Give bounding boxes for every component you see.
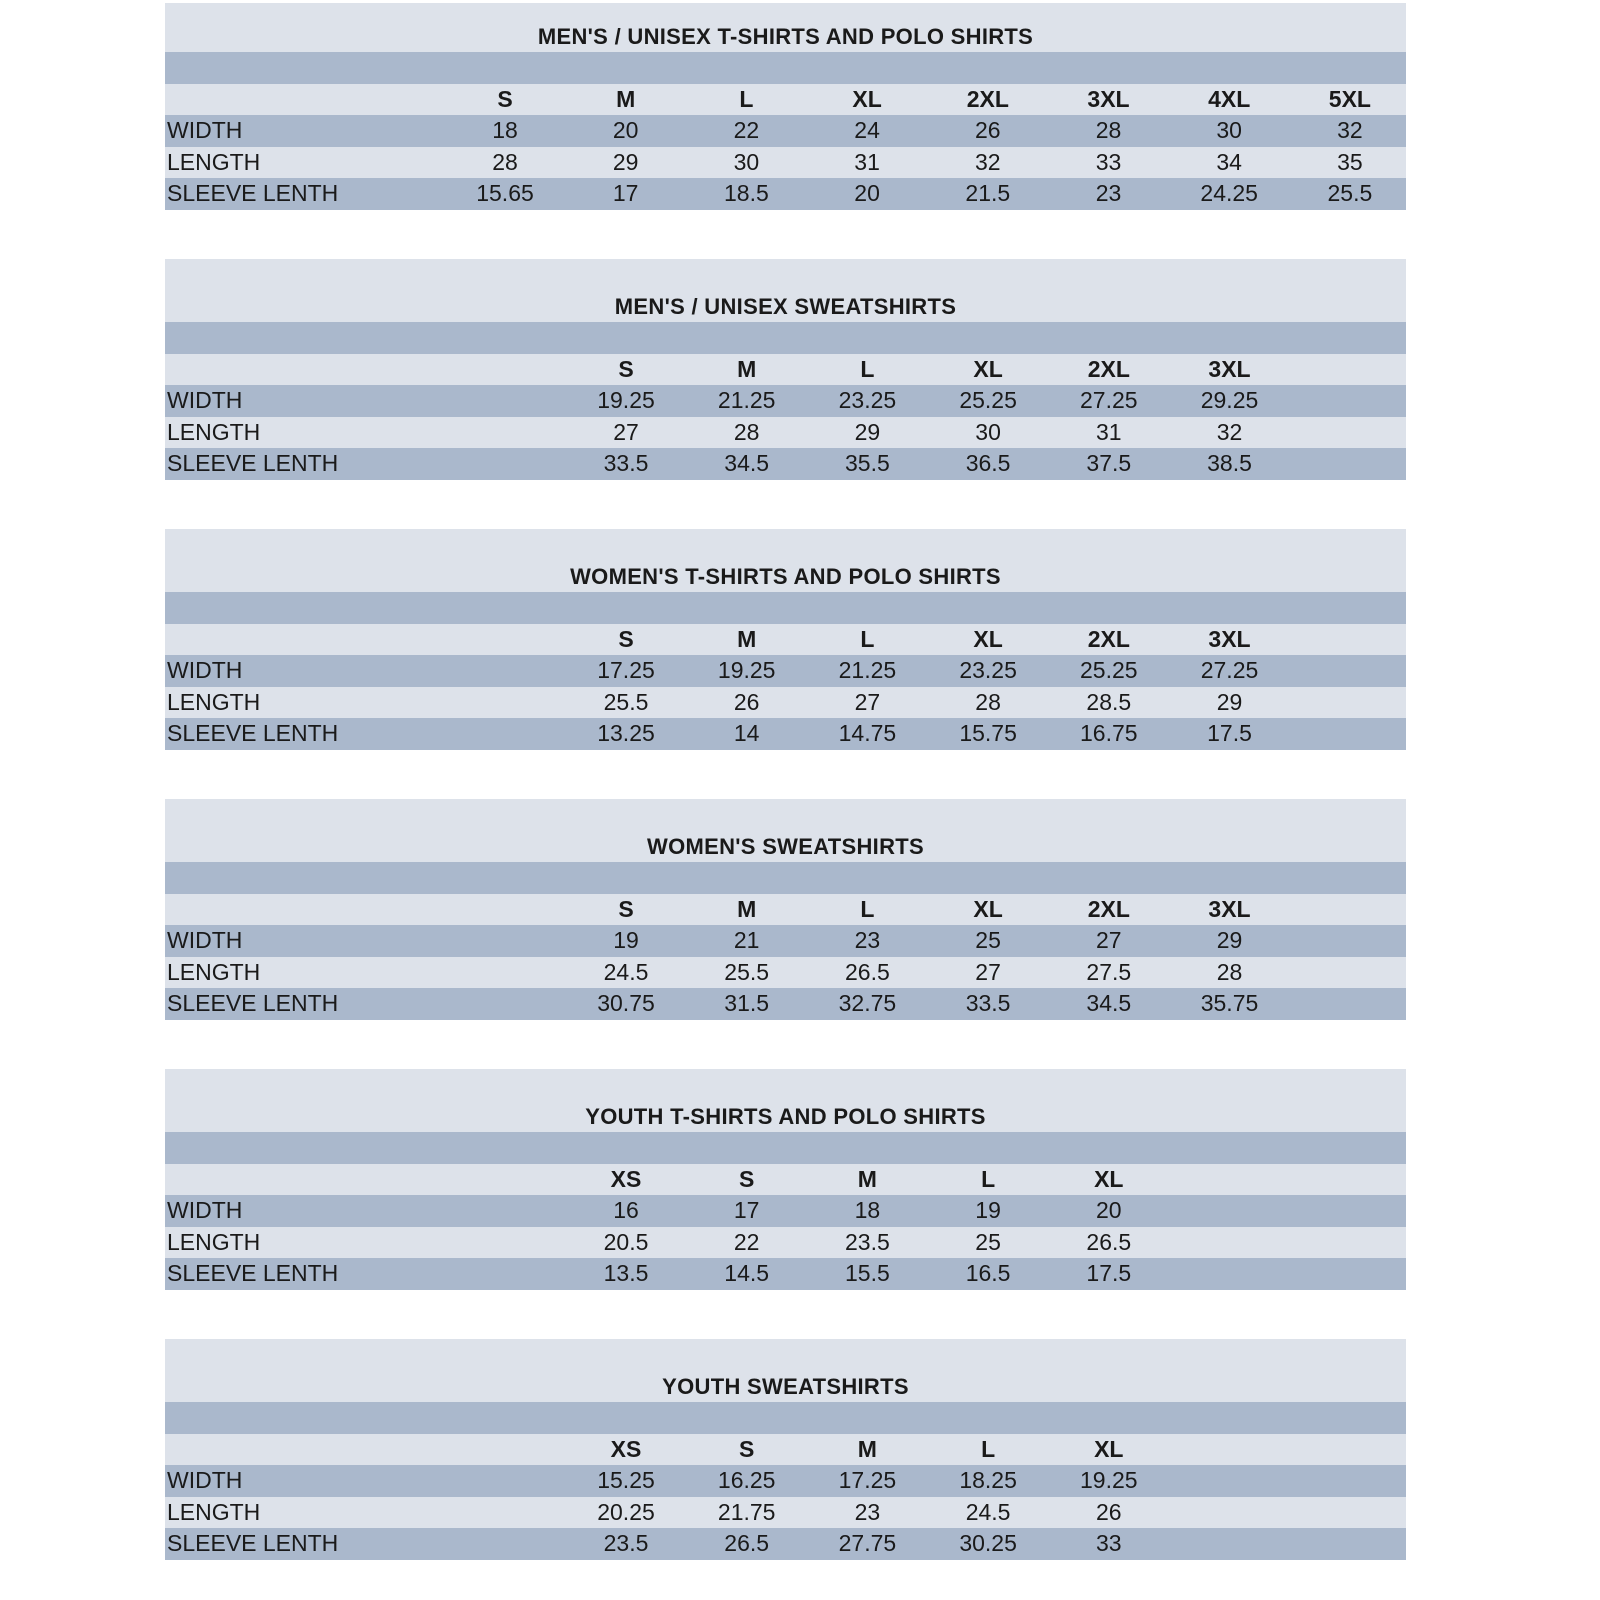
row-label: LENGTH [167, 148, 261, 175]
measurement-cell: 35 [1337, 148, 1363, 175]
measurement-cell: 25 [975, 927, 1001, 954]
spacer-band [165, 1132, 1406, 1164]
measurement-cell: 13.25 [597, 720, 655, 747]
size-header-s: S [739, 1435, 755, 1462]
measurement-cell: 17 [612, 180, 639, 207]
measurement-cell: 26 [975, 117, 1001, 144]
table-row-length [165, 1227, 1406, 1259]
size-header-row [165, 624, 1406, 656]
size-header-row [165, 84, 1406, 116]
size-header-4xl: 4XL [1208, 85, 1251, 112]
row-label: SLEEVE LENTH [167, 720, 339, 747]
row-label: SLEEVE LENTH [167, 1260, 339, 1287]
size-header-l: L [860, 895, 875, 922]
title-band [165, 799, 1406, 862]
measurement-cell: 24.25 [1200, 180, 1258, 207]
measurement-cell: 30 [1216, 117, 1242, 144]
measurement-cell: 23.5 [845, 1228, 890, 1255]
measurement-cell: 29 [854, 418, 881, 445]
measurement-cell: 18.25 [959, 1467, 1017, 1494]
measurement-cell: 17 [733, 1197, 760, 1224]
measurement-cell: 25.25 [1080, 657, 1138, 684]
size-header-l: L [739, 85, 754, 112]
size-header-3xl: 3XL [1087, 85, 1130, 112]
measurement-cell: 27 [975, 958, 1001, 985]
measurement-cell: 18 [854, 1197, 881, 1224]
measurement-cell: 20 [854, 180, 880, 207]
size-header-2xl: 2XL [1087, 355, 1130, 382]
measurement-cell: 33.5 [965, 990, 1011, 1017]
measurement-cell: 16 [613, 1197, 639, 1224]
size-header-3xl: 3XL [1208, 895, 1251, 922]
measurement-cell: 27 [1096, 927, 1122, 954]
table-row-width [165, 1195, 1406, 1227]
measurement-cell: 32 [1337, 117, 1363, 144]
measurement-cell: 17.25 [597, 657, 655, 684]
measurement-cell: 27.5 [1086, 958, 1132, 985]
measurement-cell: 29.25 [1200, 387, 1259, 414]
size-header-m: M [737, 895, 757, 922]
measurement-cell: 24 [854, 117, 880, 144]
table-title: YOUTH T-SHIRTS AND POLO SHIRTS [585, 1104, 986, 1129]
size-header-s: S [497, 85, 513, 112]
measurement-cell: 30.25 [959, 1530, 1017, 1557]
measurement-cell: 27 [613, 418, 639, 445]
measurement-cell: 23.5 [603, 1530, 649, 1557]
spacer-band [165, 322, 1406, 354]
size-header-s: S [618, 355, 634, 382]
size-table-men-s-unisex-sweatshirts [165, 259, 1406, 480]
size-header-l: L [860, 625, 875, 652]
measurement-cell: 14.75 [838, 720, 897, 747]
measurement-cell: 35.75 [1200, 990, 1259, 1017]
row-label: WIDTH [167, 117, 243, 144]
measurement-cell: 31 [854, 148, 880, 175]
measurement-cell: 26 [1096, 1498, 1122, 1525]
measurement-cell: 23 [1095, 180, 1122, 207]
size-header-5xl: 5XL [1328, 85, 1371, 112]
measurement-cell: 26.5 [724, 1530, 770, 1557]
measurement-cell: 27.25 [1080, 387, 1138, 414]
title-band [165, 529, 1406, 592]
row-label: SLEEVE LENTH [167, 1530, 339, 1557]
measurement-cell: 28 [1216, 958, 1243, 985]
measurement-cell: 18.5 [724, 180, 769, 207]
size-header-m: M [737, 625, 757, 652]
measurement-cell: 19.25 [597, 387, 655, 414]
table-row-length [165, 417, 1406, 449]
table-row-sleeve-lenth [165, 718, 1406, 750]
row-label: LENGTH [167, 1498, 261, 1525]
measurement-cell: 25.25 [959, 387, 1017, 414]
size-header-m: M [616, 85, 636, 112]
table-row-sleeve-lenth [165, 988, 1406, 1020]
measurement-cell: 17.5 [1207, 720, 1252, 747]
size-header-m: M [737, 355, 757, 382]
measurement-cell: 28 [975, 688, 1001, 715]
table-row-width [165, 385, 1406, 417]
size-header-3xl: 3XL [1208, 625, 1251, 652]
size-header-l: L [860, 355, 875, 382]
measurement-cell: 19 [975, 1197, 1001, 1224]
measurement-cell: 13.5 [603, 1260, 649, 1287]
measurement-cell: 30.75 [597, 990, 655, 1017]
table-row-sleeve-lenth [165, 178, 1406, 210]
measurement-cell: 15.5 [845, 1260, 890, 1287]
measurement-cell: 25 [975, 1228, 1001, 1255]
row-label: SLEEVE LENTH [167, 450, 339, 477]
size-header-xl: XL [973, 625, 1003, 652]
measurement-cell: 14 [733, 720, 760, 747]
measurement-cell: 22 [733, 1228, 760, 1255]
measurement-cell: 20.5 [603, 1228, 649, 1255]
measurement-cell: 21.25 [838, 657, 897, 684]
size-header-xl: XL [973, 355, 1003, 382]
row-label: WIDTH [167, 1467, 243, 1494]
size-header-xl: XL [1094, 1165, 1124, 1192]
measurement-cell: 23.25 [959, 657, 1017, 684]
measurement-cell: 16.75 [1080, 720, 1138, 747]
table-row-length [165, 957, 1406, 989]
size-header-xs: XS [610, 1165, 642, 1192]
measurement-cell: 34.5 [724, 450, 770, 477]
size-header-3xl: 3XL [1208, 355, 1251, 382]
measurement-cell: 18 [492, 117, 518, 144]
measurement-cell: 16.5 [965, 1260, 1011, 1287]
measurement-cell: 31.5 [724, 990, 770, 1017]
size-table-men-s-unisex-t-shirts-and-polo-shirts [165, 3, 1406, 210]
measurement-cell: 27.25 [1200, 657, 1259, 684]
table-title: WOMEN'S T-SHIRTS AND POLO SHIRTS [570, 564, 1001, 589]
size-header-s: S [739, 1165, 755, 1192]
row-label: LENGTH [167, 688, 261, 715]
table-row-sleeve-lenth [165, 1528, 1406, 1560]
row-label: WIDTH [167, 927, 243, 954]
measurement-cell: 27.75 [838, 1530, 897, 1557]
measurement-cell: 29 [612, 148, 639, 175]
measurement-cell: 32 [1216, 418, 1243, 445]
measurement-cell: 21.5 [965, 180, 1011, 207]
row-label: SLEEVE LENTH [167, 990, 339, 1017]
size-header-l: L [981, 1165, 996, 1192]
measurement-cell: 38.5 [1207, 450, 1252, 477]
measurement-cell: 21 [733, 927, 760, 954]
spacer-band [165, 52, 1406, 84]
measurement-cell: 27 [854, 688, 881, 715]
table-title: MEN'S / UNISEX SWEATSHIRTS [614, 294, 957, 319]
table-row-length [165, 687, 1406, 719]
spacer-band [165, 1402, 1406, 1434]
table-row-width [165, 655, 1406, 687]
measurement-cell: 28 [492, 148, 518, 175]
size-header-2xl: 2XL [1087, 895, 1130, 922]
table-row-width [165, 115, 1406, 147]
table-row-width [165, 1465, 1406, 1497]
measurement-cell: 21.75 [717, 1498, 776, 1525]
size-header-row [165, 354, 1406, 386]
size-header-row [165, 894, 1406, 926]
measurement-cell: 21.25 [717, 387, 776, 414]
row-label: WIDTH [167, 1197, 243, 1224]
measurement-cell: 33 [1095, 148, 1122, 175]
measurement-cell: 25.5 [1327, 180, 1373, 207]
spacer-band [165, 862, 1406, 894]
row-label: LENGTH [167, 1228, 261, 1255]
table-title: MEN'S / UNISEX T-SHIRTS AND POLO SHIRTS [537, 24, 1034, 49]
table-row-sleeve-lenth [165, 448, 1406, 480]
title-band [165, 259, 1406, 322]
row-label: WIDTH [167, 387, 243, 414]
measurement-cell: 33 [1096, 1530, 1122, 1557]
measurement-cell: 23.25 [838, 387, 897, 414]
measurement-cell: 37.5 [1086, 450, 1132, 477]
size-header-m: M [857, 1165, 877, 1192]
spacer-band [165, 592, 1406, 624]
measurement-cell: 20 [612, 117, 639, 144]
measurement-cell: 29 [1216, 927, 1243, 954]
measurement-cell: 19.25 [1080, 1467, 1138, 1494]
measurement-cell: 34 [1216, 148, 1242, 175]
measurement-cell: 24.5 [965, 1498, 1011, 1525]
size-header-xl: XL [852, 85, 882, 112]
measurement-cell: 16.25 [717, 1467, 776, 1494]
table-row-length [165, 1497, 1406, 1529]
size-table-women-s-t-shirts-and-polo-shirts [165, 529, 1406, 750]
size-header-s: S [618, 895, 634, 922]
measurement-cell: 33.5 [603, 450, 649, 477]
table-row-sleeve-lenth [165, 1258, 1406, 1290]
row-label: LENGTH [167, 418, 261, 445]
measurement-cell: 30 [975, 418, 1001, 445]
measurement-cell: 15.25 [597, 1467, 655, 1494]
row-label: LENGTH [167, 958, 261, 985]
size-table-youth-sweatshirts [165, 1339, 1406, 1560]
size-table-women-s-sweatshirts [165, 799, 1406, 1020]
measurement-cell: 14.5 [724, 1260, 770, 1287]
size-header-xl: XL [973, 895, 1003, 922]
table-title: YOUTH SWEATSHIRTS [662, 1374, 909, 1399]
measurement-cell: 26 [733, 688, 760, 715]
size-header-xs: XS [610, 1435, 642, 1462]
size-header-2xl: 2XL [966, 85, 1009, 112]
measurement-cell: 19.25 [717, 657, 776, 684]
measurement-cell: 28.5 [1086, 688, 1132, 715]
measurement-cell: 29 [1216, 688, 1243, 715]
measurement-cell: 17.25 [838, 1467, 897, 1494]
measurement-cell: 22 [733, 117, 760, 144]
measurement-cell: 20 [1096, 1197, 1122, 1224]
size-header-xl: XL [1094, 1435, 1124, 1462]
row-label: SLEEVE LENTH [167, 180, 339, 207]
size-header-s: S [618, 625, 634, 652]
measurement-cell: 28 [1095, 117, 1122, 144]
size-header-row [165, 1164, 1406, 1196]
measurement-cell: 25.5 [603, 688, 649, 715]
table-title: WOMEN'S SWEATSHIRTS [647, 834, 924, 859]
measurement-cell: 20.25 [597, 1498, 655, 1525]
measurement-cell: 15.65 [476, 180, 534, 207]
title-band [165, 3, 1406, 52]
table-row-length [165, 147, 1406, 179]
measurement-cell: 31 [1096, 418, 1122, 445]
measurement-cell: 32 [975, 148, 1001, 175]
size-header-row [165, 1434, 1406, 1466]
measurement-cell: 24.5 [603, 958, 649, 985]
size-header-m: M [857, 1435, 877, 1462]
measurement-cell: 15.75 [959, 720, 1017, 747]
row-label: WIDTH [167, 657, 243, 684]
size-table-youth-t-shirts-and-polo-shirts [165, 1069, 1406, 1290]
measurement-cell: 34.5 [1086, 990, 1132, 1017]
measurement-cell: 26.5 [845, 958, 890, 985]
measurement-cell: 19 [613, 927, 639, 954]
title-band [165, 1339, 1406, 1402]
measurement-cell: 26.5 [1086, 1228, 1132, 1255]
measurement-cell: 17.5 [1086, 1260, 1132, 1287]
measurement-cell: 23 [854, 1498, 881, 1525]
measurement-cell: 25.5 [724, 958, 770, 985]
title-band [165, 1069, 1406, 1132]
measurement-cell: 35.5 [845, 450, 890, 477]
size-header-2xl: 2XL [1087, 625, 1130, 652]
table-row-width [165, 925, 1406, 957]
measurement-cell: 32.75 [838, 990, 897, 1017]
measurement-cell: 30 [733, 148, 760, 175]
measurement-cell: 23 [854, 927, 881, 954]
measurement-cell: 28 [733, 418, 760, 445]
measurement-cell: 36.5 [965, 450, 1011, 477]
size-header-l: L [981, 1435, 996, 1462]
